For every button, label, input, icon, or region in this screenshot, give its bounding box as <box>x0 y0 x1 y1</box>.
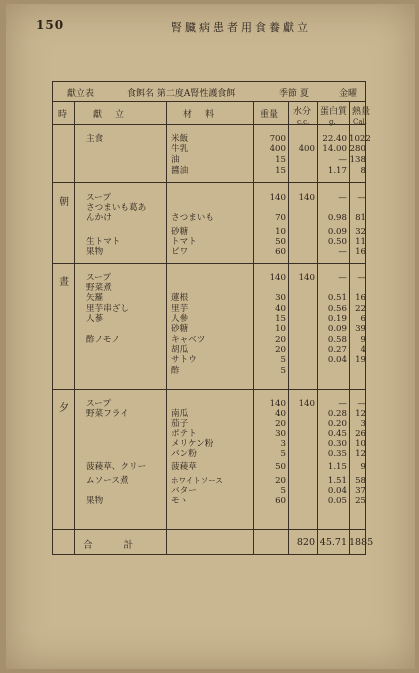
protein-cell: 0.27 <box>327 345 347 355</box>
day: 金曜 <box>339 89 358 99</box>
col-calories-unit: Cal. <box>353 118 367 126</box>
weight-cell: 60 <box>275 496 286 506</box>
weight-cell: 20 <box>275 476 286 486</box>
dish-cell: さつまいも葛あ <box>86 203 147 213</box>
diet-name: 食餌名 第二度A腎性護食餌 <box>127 89 236 99</box>
protein-cell: — <box>338 273 347 283</box>
protein-cell: 0.98 <box>327 213 347 223</box>
protein-cell: — <box>338 247 347 257</box>
ingredient-cell: 胡瓜 <box>171 345 189 355</box>
ingredient-cell: 牛乳 <box>171 144 189 154</box>
ingredient-cell: 里芋 <box>171 304 189 314</box>
calories-cell: 81 <box>355 213 366 223</box>
ingredient-cell: サトウ <box>171 355 197 365</box>
weight-cell: 40 <box>275 304 286 314</box>
weight-cell: 700 <box>269 134 286 144</box>
protein-cell: — <box>338 193 347 203</box>
protein-cell: 0.09 <box>327 324 347 334</box>
calories-cell: 58 <box>355 476 366 486</box>
col-ingredients: 材 料 <box>183 110 217 120</box>
protein-cell: 0.04 <box>327 486 347 496</box>
weight-cell: 10 <box>275 324 286 334</box>
protein-cell: 0.50 <box>327 237 347 247</box>
weight-cell: 5 <box>280 366 286 376</box>
calories-cell: — <box>357 273 366 283</box>
protein-cell: 1.17 <box>327 166 347 176</box>
weight-cell: 40 <box>275 409 286 419</box>
ingredient-cell: 酢 <box>171 366 180 376</box>
weight-cell: 50 <box>275 462 286 472</box>
calories-cell: 16 <box>355 247 366 257</box>
water-cell: 140 <box>298 399 315 409</box>
protein-cell: 1.15 <box>327 462 347 472</box>
ingredient-cell: 醬油 <box>171 166 189 176</box>
calories-cell: 9 <box>360 335 366 345</box>
dish-cell: 果物 <box>86 247 104 257</box>
calories-cell: 1022 <box>349 134 371 144</box>
book-page <box>6 4 415 669</box>
protein-cell: 0.28 <box>327 409 347 419</box>
protein-cell: 0.58 <box>327 335 347 345</box>
page-number: 150 <box>36 18 65 32</box>
weight-cell: 5 <box>280 486 286 496</box>
menu-table <box>52 81 374 555</box>
ingredient-cell: 砂糖 <box>171 324 189 334</box>
meal-time-label: 朝 <box>59 197 69 208</box>
dish-cell: 菠薐草、クリー <box>86 462 147 472</box>
calories-cell: 37 <box>355 486 366 496</box>
ingredient-cell: ポテト <box>171 429 197 439</box>
meal-time-label: 夕 <box>59 403 69 414</box>
protein-cell: 0.05 <box>327 496 347 506</box>
calories-cell: 19 <box>355 355 366 365</box>
col-time: 時 <box>58 110 70 120</box>
ingredient-cell: 菠薐草 <box>171 462 197 472</box>
col-water-unit: c.c. <box>297 118 310 126</box>
weight-cell: 5 <box>280 449 286 459</box>
weight-cell: 60 <box>275 247 286 257</box>
protein-cell: 1.51 <box>327 476 347 486</box>
calories-cell: — <box>357 193 366 203</box>
calories-cell: 12 <box>355 449 366 459</box>
ingredient-cell: 蓮根 <box>171 293 189 303</box>
col-water: 水分 <box>293 107 312 117</box>
weight-cell: 140 <box>269 273 286 283</box>
meal-time-label: 晝 <box>59 277 69 288</box>
dish-cell: 野菜煮 <box>86 283 112 293</box>
protein-cell: 22.40 <box>322 134 347 144</box>
calories-cell: 12 <box>355 409 366 419</box>
calories-cell: 22 <box>355 304 366 314</box>
dish-cell: スープ <box>86 193 111 203</box>
ingredient-cell: 油 <box>171 155 180 165</box>
calories-cell: 25 <box>355 496 366 506</box>
protein-cell: — <box>338 155 347 165</box>
season: 季節 夏 <box>279 89 309 99</box>
dish-cell: スープ <box>86 399 111 409</box>
weight-cell: 5 <box>280 355 286 365</box>
dish-cell: 生トマト <box>86 237 121 247</box>
protein-cell: 0.35 <box>327 449 347 459</box>
ingredient-cell: 砂糖 <box>171 227 189 237</box>
weight-cell: 50 <box>275 237 286 247</box>
ingredient-cell: 人參 <box>171 314 189 324</box>
dish-cell: 里芋串ざし <box>86 304 129 314</box>
calories-cell: 4 <box>360 345 366 355</box>
calories-cell: 8 <box>360 166 366 176</box>
weight-cell: 30 <box>275 293 286 303</box>
weight-cell: 400 <box>269 144 286 154</box>
protein-cell: 0.51 <box>327 293 347 303</box>
col-protein-unit: g. <box>329 118 336 126</box>
dish-cell: 主食 <box>86 134 104 144</box>
weight-cell: 15 <box>275 155 286 165</box>
ingredient-cell: モヽ <box>171 496 189 506</box>
ingredient-cell: バター <box>171 486 197 496</box>
dish-cell: スープ <box>86 273 111 283</box>
protein-cell: 0.09 <box>327 227 347 237</box>
dish-cell: 人蔘 <box>86 314 104 324</box>
water-cell: 400 <box>298 144 315 154</box>
weight-cell: 3 <box>280 439 286 449</box>
dish-cell: 野菜フライ <box>86 409 129 419</box>
col-calories: 熱量 <box>352 107 371 117</box>
calories-cell: 10 <box>355 439 366 449</box>
ingredient-cell: 南瓜 <box>171 409 189 419</box>
protein-cell: 0.45 <box>327 429 347 439</box>
water-cell: 140 <box>298 273 315 283</box>
calories-cell: 16 <box>355 293 366 303</box>
protein-cell: 0.30 <box>327 439 347 449</box>
dish-cell: ムソース煮 <box>86 476 129 486</box>
ingredient-cell: パン粉 <box>171 449 197 459</box>
ingredient-cell: さつまいも <box>171 213 214 223</box>
protein-cell: 0.19 <box>327 314 347 324</box>
ingredient-cell: 米飯 <box>171 134 189 144</box>
weight-cell: 15 <box>275 166 286 176</box>
protein-cell: 0.56 <box>327 304 347 314</box>
weight-cell: 15 <box>275 314 286 324</box>
total-calories: 1885 <box>349 537 374 548</box>
calories-cell: 32 <box>355 227 366 237</box>
calories-cell: 3 <box>360 419 366 429</box>
menu-table-header <box>53 82 365 102</box>
weight-cell: 20 <box>275 335 286 345</box>
dish-cell: 酢ノモノ <box>86 335 120 345</box>
calories-cell: 9 <box>360 462 366 472</box>
ingredient-cell: 茄子 <box>171 419 189 429</box>
running-title: 腎臓病患者用食養獻立 <box>171 21 311 34</box>
calories-cell: 6 <box>360 314 366 324</box>
weight-cell: 140 <box>269 399 286 409</box>
calories-cell: — <box>357 399 366 409</box>
weight-cell: 140 <box>269 193 286 203</box>
total-protein: 45.71 <box>319 537 347 548</box>
dish-cell: 果物 <box>86 496 104 506</box>
weight-cell: 10 <box>275 227 286 237</box>
calories-cell: 26 <box>355 429 366 439</box>
col-protein: 蛋白質 <box>320 107 348 117</box>
weight-cell: 70 <box>275 213 286 223</box>
protein-cell: — <box>338 399 347 409</box>
menu-title: 獻立表 <box>67 89 95 99</box>
col-weight: 重量 <box>260 110 279 120</box>
ingredient-cell: キャベツ <box>171 335 206 345</box>
protein-cell: 14.00 <box>322 144 347 154</box>
ingredient-cell: メリケン粉 <box>171 439 214 449</box>
ingredient-cell: トマト <box>171 237 197 247</box>
total-water: 820 <box>296 537 315 548</box>
weight-cell: 20 <box>275 345 286 355</box>
protein-cell: 0.20 <box>327 419 347 429</box>
ingredient-cell: ビワ <box>171 247 189 257</box>
total-label: 合 計 <box>83 540 138 551</box>
weight-cell: 30 <box>275 429 286 439</box>
water-cell: 140 <box>298 193 315 203</box>
dish-cell: 矢羅 <box>86 293 104 303</box>
protein-cell: 0.04 <box>327 355 347 365</box>
calories-cell: 11 <box>355 237 366 247</box>
col-menu: 獻 立 <box>93 110 127 120</box>
calories-cell: 39 <box>355 324 366 334</box>
ingredient-cell: ホワイトソース <box>171 476 223 485</box>
calories-cell: 280 <box>349 144 366 154</box>
dish-cell: んかけ <box>86 213 112 223</box>
calories-cell: 138 <box>349 155 366 165</box>
weight-cell: 20 <box>275 419 286 429</box>
